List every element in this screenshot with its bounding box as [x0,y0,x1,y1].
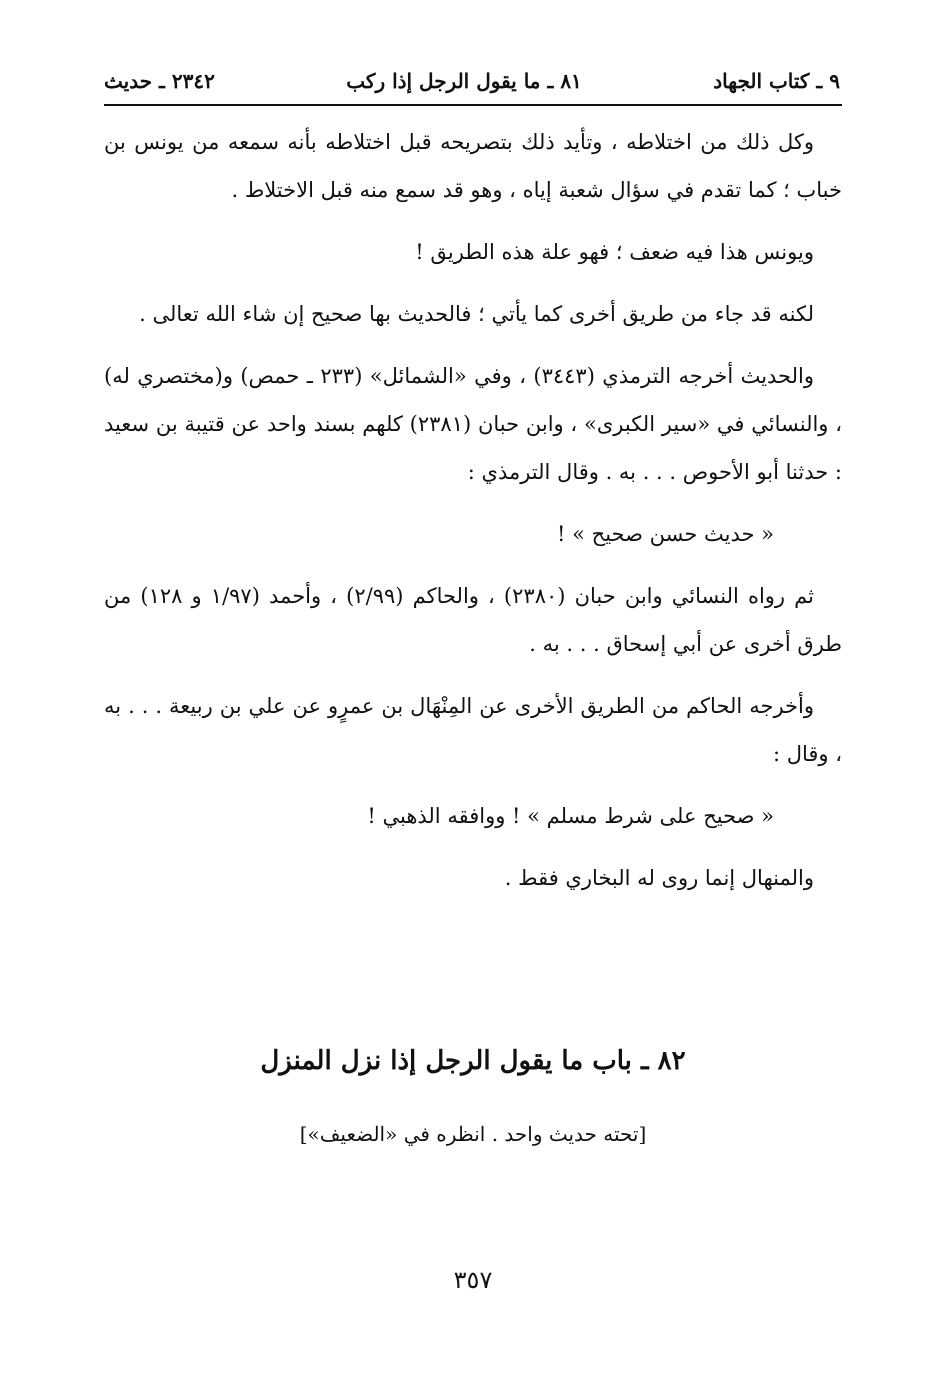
section-note: [تحته حديث واحد . انظره في «الضعيف»] [299,1122,647,1146]
paragraph: والحديث أخرجه الترمذي (٣٤٤٣) ، وفي «الشمائل» (٢٣٣ ـ حمص) و(مختصري له) ، والنسائي في «سير الكبرى» ، وابن حبان (٢٣٨١) كلهم بسند واحد عن قتيبة بن سعيد : حدثنا أبو الأحوص . . . به . وقال الترمذي : [104,364,842,484]
paragraph: ثم رواه النسائي وابن حبان (٢٣٨٠) ، والحاكم (٢/٩٩) ، وأحمد (١/٩٧ و ١٢٨) من طرق أخرى عن أبي إسحاق . . . به . [104,584,842,656]
paragraph: لكنه قد جاء من طريق أخرى كما يأتي ؛ فالحديث بها صحيح إن شاء الله تعالى . [139,302,814,326]
paragraph: ويونس هذا فيه ضعف ؛ فهو علة هذه الطريق ! [415,240,814,264]
section-heading: ٨٢ ـ باب ما يقول الرجل إذا نزل المنزل [260,1046,686,1076]
header-chapter-title: ٨١ ـ ما يقول الرجل إذا ركب [346,69,582,93]
running-header [104,62,840,100]
paragraph: والمنهال إنما روى له البخاري فقط . [504,866,814,890]
page-body [104,118,842,916]
quotation: « صحيح على شرط مسلم » ! ووافقه الذهبي ! [367,804,774,828]
header-book-title: ٩ ـ كتاب الجهاد [713,69,840,93]
quotation: « حديث حسن صحيح » ! [557,522,774,546]
header-divider [104,104,842,106]
paragraph: وأخرجه الحاكم من الطريق الأخرى عن المِنْهَال بن عمرٍو عن علي بن ربيعة . . . به ، وقال : [104,694,842,766]
header-hadith-number: ٢٣٤٢ ـ حديث [104,69,215,93]
page-number: ٣٥٧ [453,1266,493,1294]
paragraph: وكل ذلك من اختلاطه ، وتأيد ذلك بتصريحه قبل اختلاطه بأنه سمعه من يونس بن خباب ؛ كما تقدم في سؤال شعبة إياه ، وهو قد سمع منه قبل الاختلاط . [104,130,842,202]
